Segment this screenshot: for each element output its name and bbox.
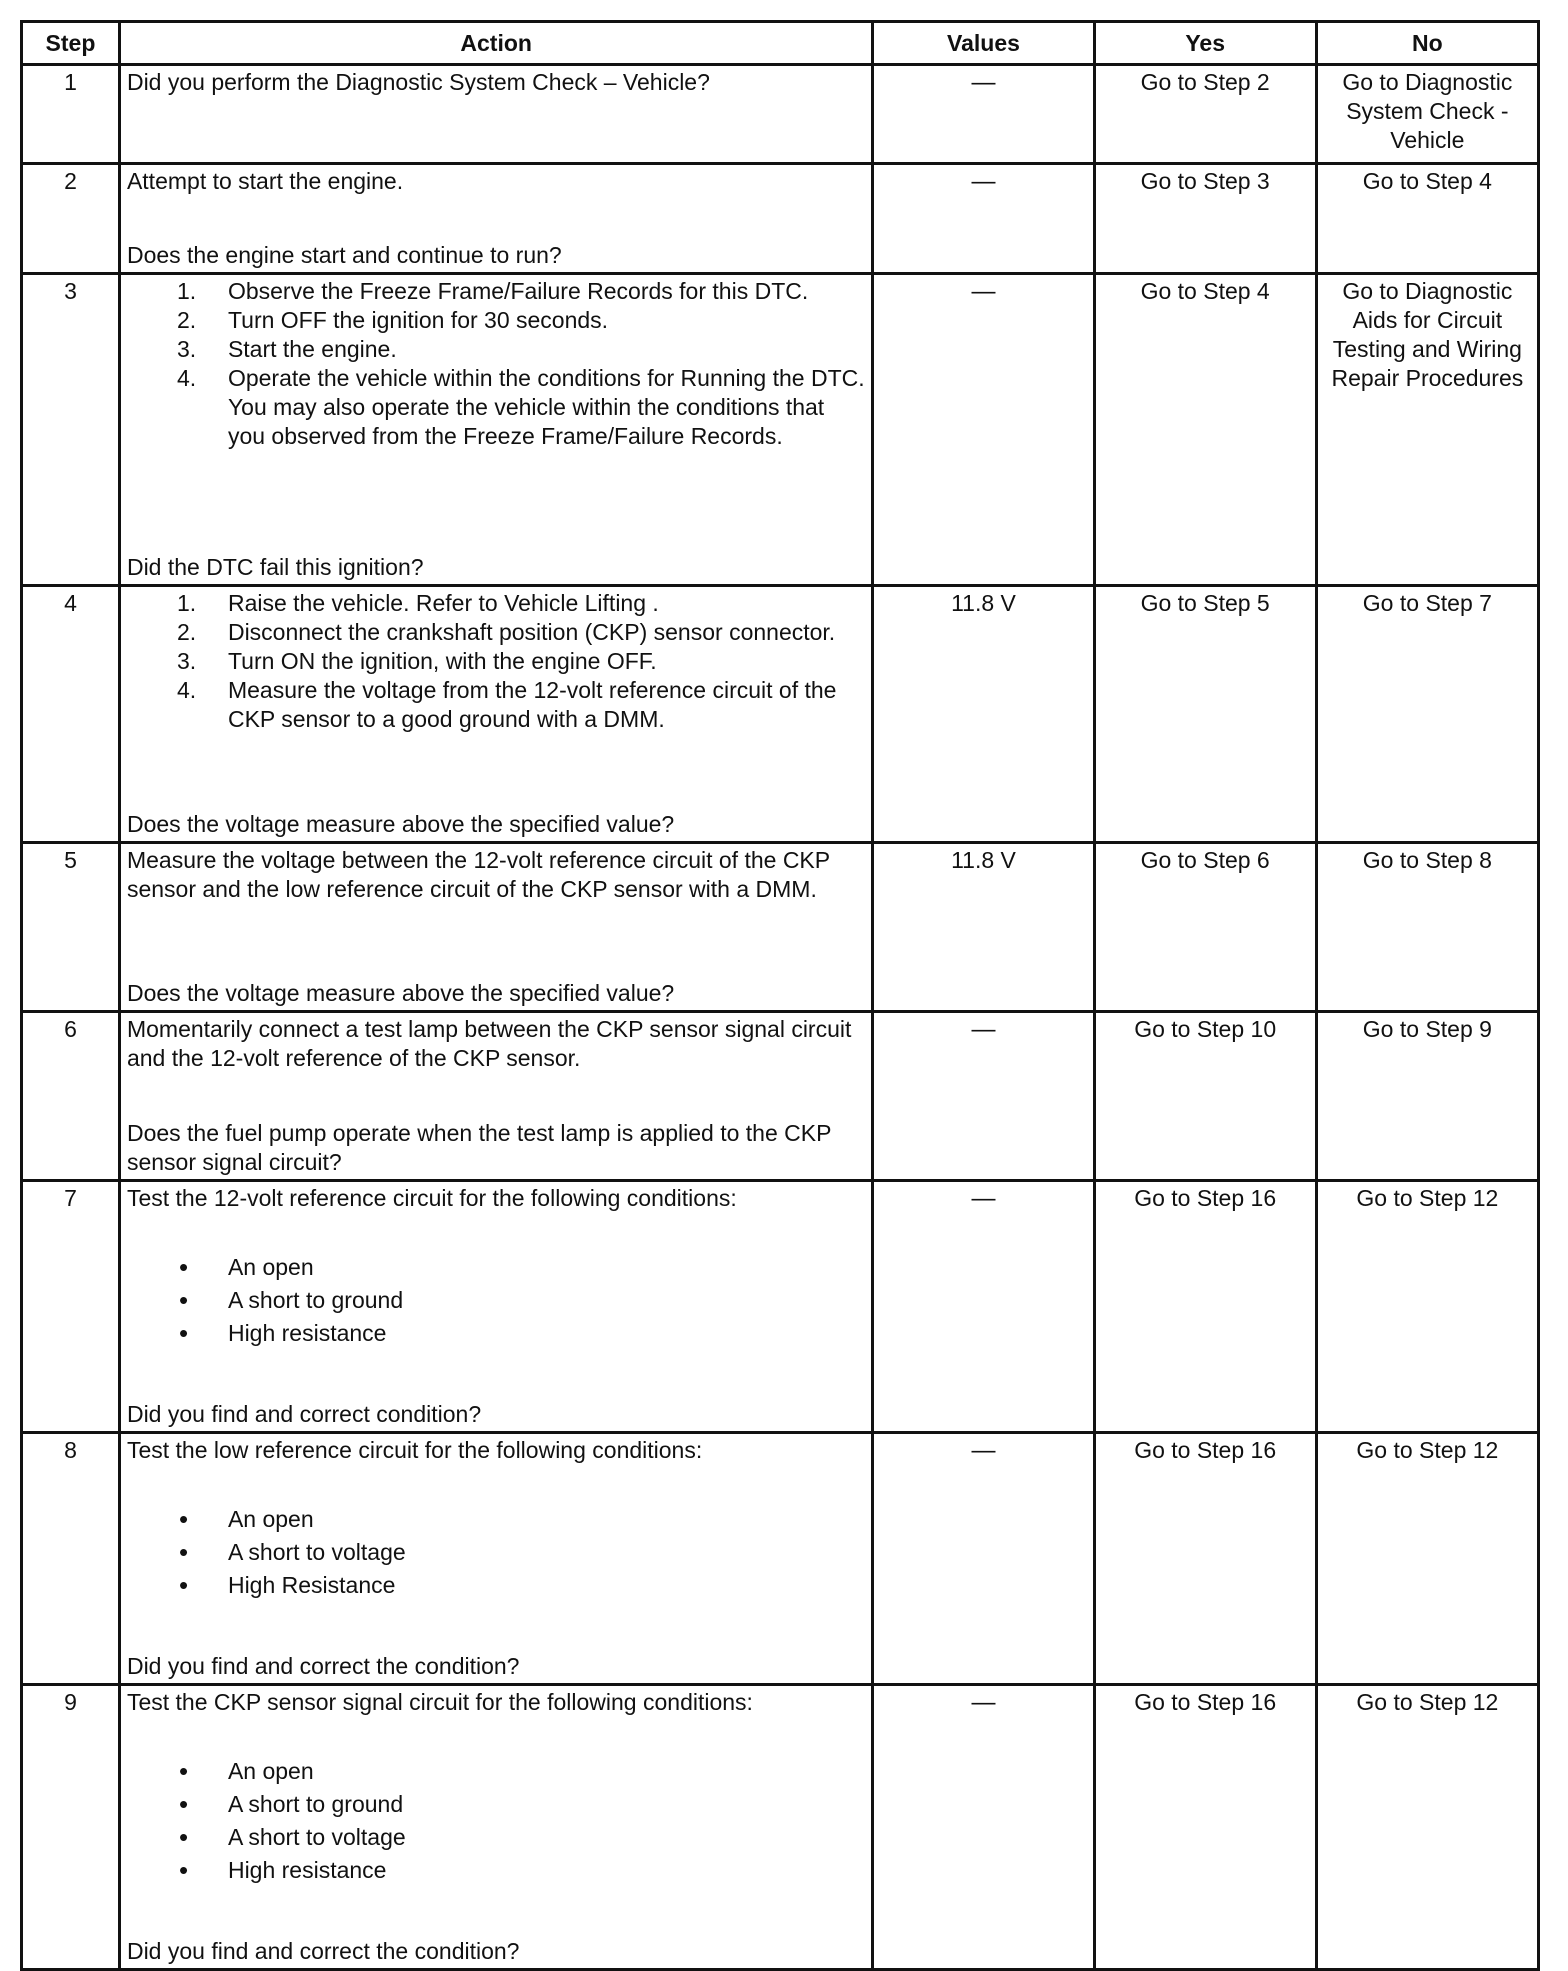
value-cell — [873, 1685, 1094, 1970]
no-cell: Go to Diagnostic System Check - Vehicle — [1316, 65, 1538, 164]
action-cell — [119, 843, 872, 1012]
value-cell: 11.8 V — [873, 586, 1094, 843]
step-number: 1 — [22, 65, 120, 164]
action-question: Did the DTC fail this ignition? — [126, 554, 424, 580]
step-number: 8 — [22, 1433, 120, 1685]
action-text: Momentarily connect a test lamp between the CKP sensor signal circuit and the 12-volt reference of the CKP sensor. — [126, 1016, 852, 1071]
bullet-list — [127, 1755, 865, 1887]
action-cell — [119, 164, 872, 274]
list-item: 1. Raise the vehicle. Refer to Vehicle Lifting . — [176, 590, 659, 616]
value-text: — — [971, 168, 996, 195]
table-row — [22, 1685, 1539, 1970]
list-item: • High resistance — [127, 1317, 865, 1350]
list-item: 2. Turn OFF the ignition for 30 seconds. — [176, 307, 609, 333]
yes-cell: Go to Step 5 — [1094, 586, 1316, 843]
bullet-list — [127, 1503, 865, 1602]
value-cell — [873, 1433, 1094, 1685]
table-row — [22, 843, 1539, 1012]
list-item: • A short to ground — [127, 1788, 865, 1821]
value-text: — — [971, 1437, 996, 1464]
value-text: — — [971, 1689, 996, 1716]
list-item: 1. Observe the Freeze Frame/Failure Records for this DTC. — [176, 278, 809, 304]
no-cell: Go to Step 9 — [1316, 1012, 1538, 1181]
action-question: Does the engine start and continue to run? — [126, 242, 562, 268]
list-item-text: Turn OFF the ignition for 30 seconds. — [227, 307, 609, 333]
value-cell — [873, 1181, 1094, 1433]
value-text: — — [971, 1016, 996, 1043]
action-cell — [119, 1433, 872, 1685]
table-row — [22, 274, 1539, 586]
action-text: Test the CKP sensor signal circuit for the following conditions: — [126, 1689, 753, 1715]
yes-cell: Go to Step 16 — [1094, 1181, 1316, 1433]
table-row — [22, 164, 1539, 274]
action-text: Measure the voltage between the 12-volt reference circuit of the CKP sensor and the low reference circuit of the CKP sensor with a DMM. — [126, 847, 830, 902]
list-item-text: Disconnect the crankshaft position (CKP) sensor connector. — [227, 619, 836, 645]
yes-cell: Go to Step 16 — [1094, 1685, 1316, 1970]
table-row — [22, 586, 1539, 843]
yes-cell: Go to Step 2 — [1094, 65, 1316, 164]
table-row — [22, 1433, 1539, 1685]
list-item: 3. Start the engine. — [176, 336, 397, 362]
list-item: 2. Disconnect the crankshaft position (CKP) sensor connector. — [176, 619, 836, 645]
step-number: 9 — [22, 1685, 120, 1970]
action-question: Did you find and correct condition? — [126, 1401, 482, 1427]
list-item: • An open — [127, 1251, 865, 1284]
action-question: Does the voltage measure above the specified value? — [126, 980, 675, 1006]
value-text: — — [971, 278, 996, 305]
table-row — [22, 65, 1539, 164]
step-number: 5 — [22, 843, 120, 1012]
table-row — [22, 1181, 1539, 1433]
list-item: • An open — [127, 1755, 865, 1788]
step-number: 7 — [22, 1181, 120, 1433]
list-item: • A short to voltage — [127, 1536, 865, 1569]
header-action: Action — [119, 22, 872, 65]
yes-cell: Go to Step 16 — [1094, 1433, 1316, 1685]
header-values: Values — [873, 22, 1094, 65]
list-item-text: Operate the vehicle within the conditions for Running the DTC. You may also operate the vehicle within the conditions that you observed from the Freeze Frame/Failure Records. — [227, 365, 865, 449]
list-item: • A short to ground — [127, 1284, 865, 1317]
action-text: Test the 12-volt reference circuit for the following conditions: — [126, 1185, 737, 1211]
action-cell — [119, 1012, 872, 1181]
yes-cell: Go to Step 4 — [1094, 274, 1316, 586]
action-text: Did you perform the Diagnostic System Check – Vehicle? — [126, 69, 710, 95]
action-cell — [119, 586, 872, 843]
list-item: 4. Measure the voltage from the 12-volt reference circuit of the CKP sensor to a good ground with a DMM. — [176, 677, 837, 732]
list-item: • High resistance — [127, 1854, 865, 1887]
action-question: Did you find and correct the condition? — [126, 1653, 520, 1679]
value-cell — [873, 274, 1094, 586]
header-step: Step — [22, 22, 120, 65]
table-row — [22, 1012, 1539, 1181]
list-item-text: Measure the voltage from the 12-volt reference circuit of the CKP sensor to a good ground with a DMM. — [227, 677, 837, 732]
header-no: No — [1316, 22, 1538, 65]
no-cell: Go to Diagnostic Aids for Circuit Testing and Wiring Repair Procedures — [1316, 274, 1538, 586]
list-item: 4. Operate the vehicle within the conditions for Running the DTC. You may also operate the vehicle within the conditions that you observed from the Freeze Frame/Failure Records. — [176, 365, 865, 449]
numbered-list — [127, 589, 865, 734]
step-number: 4 — [22, 586, 120, 843]
step-number: 6 — [22, 1012, 120, 1181]
header-row — [22, 22, 1539, 65]
value-text: — — [971, 1185, 996, 1212]
step-number: 2 — [22, 164, 120, 274]
step-number: 3 — [22, 274, 120, 586]
bullet-list — [127, 1251, 865, 1350]
no-cell: Go to Step 4 — [1316, 164, 1538, 274]
no-cell: Go to Step 7 — [1316, 586, 1538, 843]
no-cell: Go to Step 12 — [1316, 1433, 1538, 1685]
list-item-text: Turn ON the ignition, with the engine OFF. — [227, 648, 657, 674]
action-cell — [119, 274, 872, 586]
no-cell: Go to Step 8 — [1316, 843, 1538, 1012]
list-item-text: Raise the vehicle. Refer to Vehicle Lifting . — [227, 590, 659, 616]
no-cell: Go to Step 12 — [1316, 1685, 1538, 1970]
action-cell — [119, 1685, 872, 1970]
numbered-list — [127, 277, 865, 451]
list-item: • A short to voltage — [127, 1821, 865, 1854]
action-cell — [119, 1181, 872, 1433]
value-cell — [873, 65, 1094, 164]
action-question: Did you find and correct the condition? — [126, 1938, 520, 1964]
action-question: Does the fuel pump operate when the test lamp is applied to the CKP sensor signal circuit? — [126, 1120, 832, 1175]
action-question: Does the voltage measure above the specified value? — [126, 811, 675, 837]
value-cell — [873, 164, 1094, 274]
value-text: — — [971, 69, 996, 96]
value-cell: 11.8 V — [873, 843, 1094, 1012]
list-item-text: Start the engine. — [227, 336, 397, 362]
yes-cell: Go to Step 6 — [1094, 843, 1316, 1012]
action-text: Attempt to start the engine. — [126, 168, 404, 194]
list-item: • High Resistance — [127, 1569, 865, 1602]
diagnostic-table-container — [20, 20, 1540, 1971]
header-yes: Yes — [1094, 22, 1316, 65]
diagnostic-table — [20, 20, 1540, 1971]
yes-cell: Go to Step 10 — [1094, 1012, 1316, 1181]
action-cell — [119, 65, 872, 164]
list-item: 3. Turn ON the ignition, with the engine OFF. — [176, 648, 657, 674]
list-item-text: Observe the Freeze Frame/Failure Records for this DTC. — [227, 278, 809, 304]
value-cell — [873, 1012, 1094, 1181]
no-cell: Go to Step 12 — [1316, 1181, 1538, 1433]
list-item: • An open — [127, 1503, 865, 1536]
yes-cell: Go to Step 3 — [1094, 164, 1316, 274]
action-text: Test the low reference circuit for the following conditions: — [126, 1437, 703, 1463]
